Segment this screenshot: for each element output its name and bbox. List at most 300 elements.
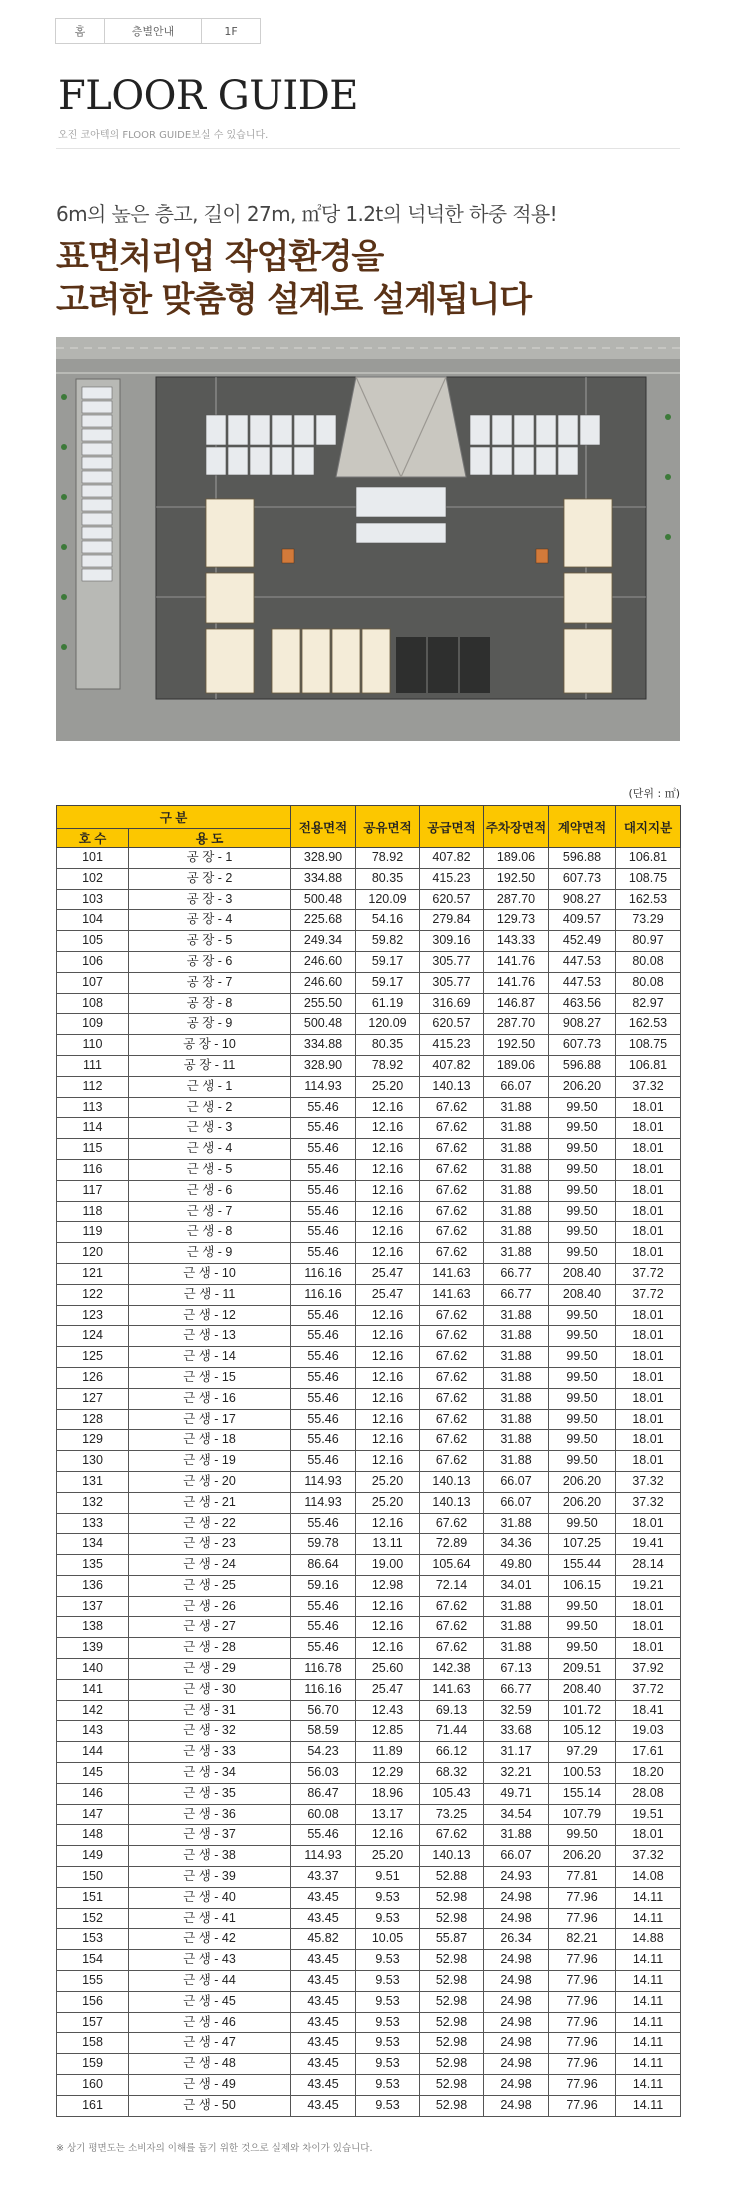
table-row <box>57 2054 681 2075</box>
parking-area-cell: 31.88 <box>484 1430 549 1451</box>
contract-area-cell: 82.21 <box>549 1929 616 1950</box>
header-contract-area: 계약면적 <box>549 806 616 848</box>
usage-cell: 근 생 - 29 <box>129 1659 291 1680</box>
supply-area-cell: 105.64 <box>420 1555 484 1576</box>
shared-area-cell: 12.16 <box>356 1222 420 1243</box>
shared-area-cell: 12.16 <box>356 1367 420 1388</box>
land-share-cell: 18.01 <box>616 1097 681 1118</box>
table-row <box>57 1659 681 1680</box>
shared-area-cell: 9.53 <box>356 2095 420 2116</box>
usage-cell: 근 생 - 12 <box>129 1305 291 1326</box>
unit-number-cell: 148 <box>57 1825 129 1846</box>
parking-area-cell: 31.88 <box>484 1388 549 1409</box>
shared-area-cell: 78.92 <box>356 1055 420 1076</box>
shared-area-cell: 12.16 <box>356 1825 420 1846</box>
land-share-cell: 14.11 <box>616 1950 681 1971</box>
usage-cell: 근 생 - 20 <box>129 1471 291 1492</box>
usage-cell: 공 장 - 7 <box>129 972 291 993</box>
land-share-cell: 18.01 <box>616 1243 681 1264</box>
parking-area-cell: 31.88 <box>484 1347 549 1368</box>
usage-cell: 근 생 - 38 <box>129 1846 291 1867</box>
usage-cell: 공 장 - 9 <box>129 1014 291 1035</box>
unit-number-cell: 137 <box>57 1596 129 1617</box>
parking-area-cell: 24.98 <box>484 2033 549 2054</box>
unit-number-cell: 106 <box>57 951 129 972</box>
exclusive-area-cell: 58.59 <box>291 1721 356 1742</box>
usage-cell: 공 장 - 1 <box>129 848 291 869</box>
land-share-cell: 19.21 <box>616 1575 681 1596</box>
unit-number-cell: 113 <box>57 1097 129 1118</box>
usage-cell: 근 생 - 37 <box>129 1825 291 1846</box>
parking-area-cell: 31.88 <box>484 1222 549 1243</box>
parking-area-cell: 31.88 <box>484 1139 549 1160</box>
contract-area-cell: 99.50 <box>549 1513 616 1534</box>
shared-area-cell: 25.47 <box>356 1263 420 1284</box>
contract-area-cell: 206.20 <box>549 1471 616 1492</box>
supply-area-cell: 52.98 <box>420 2012 484 2033</box>
supply-area-cell: 279.84 <box>420 910 484 931</box>
table-row <box>57 1243 681 1264</box>
unit-number-cell: 119 <box>57 1222 129 1243</box>
land-share-cell: 108.75 <box>616 1035 681 1056</box>
shared-area-cell: 78.92 <box>356 848 420 869</box>
contract-area-cell: 208.40 <box>549 1284 616 1305</box>
contract-area-cell: 155.44 <box>549 1555 616 1576</box>
contract-area-cell: 99.50 <box>549 1159 616 1180</box>
exclusive-area-cell: 43.45 <box>291 1971 356 1992</box>
shared-area-cell: 12.16 <box>356 1201 420 1222</box>
contract-area-cell: 77.96 <box>549 1971 616 1992</box>
table-row <box>57 1201 681 1222</box>
contract-area-cell: 97.29 <box>549 1742 616 1763</box>
contract-area-cell: 409.57 <box>549 910 616 931</box>
unit-number-cell: 140 <box>57 1659 129 1680</box>
contract-area-cell: 99.50 <box>549 1367 616 1388</box>
contract-area-cell: 607.73 <box>549 1035 616 1056</box>
shared-area-cell: 120.09 <box>356 1014 420 1035</box>
table-row <box>57 993 681 1014</box>
contract-area-cell: 77.96 <box>549 1908 616 1929</box>
unit-number-cell: 153 <box>57 1929 129 1950</box>
shared-area-cell: 12.16 <box>356 1617 420 1638</box>
table-row <box>57 951 681 972</box>
usage-cell: 공 장 - 2 <box>129 868 291 889</box>
supply-area-cell: 67.62 <box>420 1243 484 1264</box>
supply-area-cell: 67.62 <box>420 1367 484 1388</box>
supply-area-cell: 305.77 <box>420 951 484 972</box>
parking-area-cell: 31.88 <box>484 1617 549 1638</box>
exclusive-area-cell: 55.46 <box>291 1347 356 1368</box>
land-share-cell: 37.72 <box>616 1679 681 1700</box>
land-share-cell: 28.08 <box>616 1783 681 1804</box>
supply-area-cell: 69.13 <box>420 1700 484 1721</box>
usage-cell: 근 생 - 26 <box>129 1596 291 1617</box>
land-share-cell: 18.01 <box>616 1617 681 1638</box>
land-share-cell: 80.97 <box>616 931 681 952</box>
contract-area-cell: 99.50 <box>549 1596 616 1617</box>
parking-area-cell: 31.88 <box>484 1305 549 1326</box>
table-row <box>57 889 681 910</box>
exclusive-area-cell: 116.16 <box>291 1263 356 1284</box>
unit-number-cell: 122 <box>57 1284 129 1305</box>
exclusive-area-cell: 225.68 <box>291 910 356 931</box>
unit-number-cell: 118 <box>57 1201 129 1222</box>
headline-main <box>56 236 531 321</box>
exclusive-area-cell: 43.45 <box>291 1950 356 1971</box>
land-share-cell: 18.01 <box>616 1409 681 1430</box>
usage-cell: 근 생 - 49 <box>129 2075 291 2096</box>
land-share-cell: 80.08 <box>616 972 681 993</box>
contract-area-cell: 596.88 <box>549 1055 616 1076</box>
land-share-cell: 14.11 <box>616 2095 681 2116</box>
unit-number-cell: 107 <box>57 972 129 993</box>
exclusive-area-cell: 43.45 <box>291 1991 356 2012</box>
table-row <box>57 910 681 931</box>
supply-area-cell: 67.62 <box>420 1825 484 1846</box>
supply-area-cell: 52.98 <box>420 2095 484 2116</box>
exclusive-area-cell: 55.46 <box>291 1222 356 1243</box>
supply-area-cell: 67.62 <box>420 1118 484 1139</box>
contract-area-cell: 99.50 <box>549 1139 616 1160</box>
contract-area-cell: 77.81 <box>549 1867 616 1888</box>
exclusive-area-cell: 43.45 <box>291 2033 356 2054</box>
usage-cell: 근 생 - 32 <box>129 1721 291 1742</box>
land-share-cell: 19.51 <box>616 1804 681 1825</box>
contract-area-cell: 99.50 <box>549 1430 616 1451</box>
table-row <box>57 1575 681 1596</box>
table-row <box>57 1763 681 1784</box>
supply-area-cell: 52.98 <box>420 1908 484 1929</box>
shared-area-cell: 12.85 <box>356 1721 420 1742</box>
usage-cell: 근 생 - 9 <box>129 1243 291 1264</box>
contract-area-cell: 77.96 <box>549 2075 616 2096</box>
supply-area-cell: 67.62 <box>420 1596 484 1617</box>
supply-area-cell: 52.98 <box>420 1971 484 1992</box>
table-row <box>57 1721 681 1742</box>
parking-area-cell: 31.88 <box>484 1513 549 1534</box>
supply-area-cell: 142.38 <box>420 1659 484 1680</box>
supply-area-cell: 66.12 <box>420 1742 484 1763</box>
shared-area-cell: 9.53 <box>356 1971 420 1992</box>
shared-area-cell: 9.53 <box>356 2075 420 2096</box>
unit-number-cell: 130 <box>57 1451 129 1472</box>
headline-main-line2: 고려한 맞춤형 설계로 설계됩니다 <box>56 279 531 320</box>
supply-area-cell: 67.62 <box>420 1451 484 1472</box>
supply-area-cell: 67.62 <box>420 1617 484 1638</box>
contract-area-cell: 908.27 <box>549 1014 616 1035</box>
exclusive-area-cell: 43.45 <box>291 2095 356 2116</box>
unit-number-cell: 134 <box>57 1534 129 1555</box>
exclusive-area-cell: 86.47 <box>291 1783 356 1804</box>
exclusive-area-cell: 328.90 <box>291 848 356 869</box>
area-table <box>56 805 681 2117</box>
contract-area-cell: 208.40 <box>549 1679 616 1700</box>
unit-number-cell: 129 <box>57 1430 129 1451</box>
shared-area-cell: 12.43 <box>356 1700 420 1721</box>
table-row <box>57 1887 681 1908</box>
parking-area-cell: 66.07 <box>484 1076 549 1097</box>
parking-area-cell: 32.21 <box>484 1763 549 1784</box>
table-row <box>57 1263 681 1284</box>
unit-number-cell: 150 <box>57 1867 129 1888</box>
unit-number-cell: 151 <box>57 1887 129 1908</box>
contract-area-cell: 99.50 <box>549 1409 616 1430</box>
unit-number-cell: 156 <box>57 1991 129 2012</box>
unit-number-cell: 149 <box>57 1846 129 1867</box>
header-unit-number: 호 수 <box>57 829 129 848</box>
shared-area-cell: 9.51 <box>356 1867 420 1888</box>
table-row <box>57 1326 681 1347</box>
contract-area-cell: 596.88 <box>549 848 616 869</box>
shared-area-cell: 25.20 <box>356 1471 420 1492</box>
parking-area-cell: 31.88 <box>484 1596 549 1617</box>
shared-area-cell: 12.16 <box>356 1159 420 1180</box>
table-row <box>57 1971 681 1992</box>
supply-area-cell: 55.87 <box>420 1929 484 1950</box>
exclusive-area-cell: 86.64 <box>291 1555 356 1576</box>
land-share-cell: 18.01 <box>616 1388 681 1409</box>
unit-number-cell: 141 <box>57 1679 129 1700</box>
parking-area-cell: 31.88 <box>484 1180 549 1201</box>
parking-area-cell: 31.88 <box>484 1451 549 1472</box>
contract-area-cell: 77.96 <box>549 1950 616 1971</box>
table-row <box>57 1534 681 1555</box>
exclusive-area-cell: 500.48 <box>291 889 356 910</box>
contract-area-cell: 99.50 <box>549 1451 616 1472</box>
header-exclusive-area: 전용면적 <box>291 806 356 848</box>
supply-area-cell: 52.88 <box>420 1867 484 1888</box>
usage-cell: 근 생 - 39 <box>129 1867 291 1888</box>
supply-area-cell: 415.23 <box>420 1035 484 1056</box>
contract-area-cell: 447.53 <box>549 951 616 972</box>
parking-area-cell: 31.88 <box>484 1409 549 1430</box>
unit-number-cell: 161 <box>57 2095 129 2116</box>
unit-number-cell: 132 <box>57 1492 129 1513</box>
land-share-cell: 18.01 <box>616 1367 681 1388</box>
table-row <box>57 1451 681 1472</box>
exclusive-area-cell: 114.93 <box>291 1076 356 1097</box>
parking-area-cell: 66.77 <box>484 1263 549 1284</box>
supply-area-cell: 71.44 <box>420 1721 484 1742</box>
contract-area-cell: 99.50 <box>549 1118 616 1139</box>
table-row <box>57 2095 681 2116</box>
exclusive-area-cell: 55.46 <box>291 1305 356 1326</box>
parking-area-cell: 189.06 <box>484 1055 549 1076</box>
exclusive-area-cell: 54.23 <box>291 1742 356 1763</box>
usage-cell: 근 생 - 42 <box>129 1929 291 1950</box>
supply-area-cell: 52.98 <box>420 1887 484 1908</box>
land-share-cell: 14.11 <box>616 1908 681 1929</box>
usage-cell: 근 생 - 35 <box>129 1783 291 1804</box>
unit-number-cell: 159 <box>57 2054 129 2075</box>
exclusive-area-cell: 59.16 <box>291 1575 356 1596</box>
exclusive-area-cell: 55.46 <box>291 1825 356 1846</box>
usage-cell: 근 생 - 40 <box>129 1887 291 1908</box>
contract-area-cell: 99.50 <box>549 1180 616 1201</box>
table-row <box>57 2075 681 2096</box>
exclusive-area-cell: 55.46 <box>291 1596 356 1617</box>
land-share-cell: 19.41 <box>616 1534 681 1555</box>
usage-cell: 근 생 - 1 <box>129 1076 291 1097</box>
shared-area-cell: 12.98 <box>356 1575 420 1596</box>
exclusive-area-cell: 55.46 <box>291 1097 356 1118</box>
supply-area-cell: 52.98 <box>420 2054 484 2075</box>
unit-number-cell: 139 <box>57 1638 129 1659</box>
table-row <box>57 1180 681 1201</box>
usage-cell: 공 장 - 5 <box>129 931 291 952</box>
usage-cell: 근 생 - 4 <box>129 1139 291 1160</box>
parking-area-cell: 49.80 <box>484 1555 549 1576</box>
supply-area-cell: 309.16 <box>420 931 484 952</box>
parking-area-cell: 24.98 <box>484 1908 549 1929</box>
breadcrumb <box>56 18 261 44</box>
land-share-cell: 14.11 <box>616 1991 681 2012</box>
table-row <box>57 1679 681 1700</box>
table-row <box>57 1825 681 1846</box>
supply-area-cell: 141.63 <box>420 1284 484 1305</box>
shared-area-cell: 59.82 <box>356 931 420 952</box>
parking-area-cell: 141.76 <box>484 972 549 993</box>
page-title: FLOOR GUIDE <box>58 73 358 119</box>
exclusive-area-cell: 55.46 <box>291 1243 356 1264</box>
unit-label: (단위 : ㎡) <box>628 787 680 800</box>
land-share-cell: 14.11 <box>616 1887 681 1908</box>
land-share-cell: 14.11 <box>616 2075 681 2096</box>
exclusive-area-cell: 56.70 <box>291 1700 356 1721</box>
contract-area-cell: 99.50 <box>549 1638 616 1659</box>
supply-area-cell: 67.62 <box>420 1201 484 1222</box>
land-share-cell: 19.03 <box>616 1721 681 1742</box>
exclusive-area-cell: 114.93 <box>291 1492 356 1513</box>
exclusive-area-cell: 43.37 <box>291 1867 356 1888</box>
contract-area-cell: 99.50 <box>549 1347 616 1368</box>
exclusive-area-cell: 55.46 <box>291 1201 356 1222</box>
land-share-cell: 18.41 <box>616 1700 681 1721</box>
parking-area-cell: 192.50 <box>484 868 549 889</box>
exclusive-area-cell: 55.46 <box>291 1159 356 1180</box>
unit-number-cell: 121 <box>57 1263 129 1284</box>
supply-area-cell: 67.62 <box>420 1159 484 1180</box>
unit-number-cell: 133 <box>57 1513 129 1534</box>
land-share-cell: 162.53 <box>616 1014 681 1035</box>
shared-area-cell: 12.16 <box>356 1430 420 1451</box>
exclusive-area-cell: 55.46 <box>291 1367 356 1388</box>
contract-area-cell: 99.50 <box>549 1222 616 1243</box>
exclusive-area-cell: 45.82 <box>291 1929 356 1950</box>
usage-cell: 근 생 - 47 <box>129 2033 291 2054</box>
contract-area-cell: 107.79 <box>549 1804 616 1825</box>
parking-area-cell: 31.88 <box>484 1159 549 1180</box>
unit-number-cell: 146 <box>57 1783 129 1804</box>
shared-area-cell: 25.60 <box>356 1659 420 1680</box>
table-row <box>57 1617 681 1638</box>
usage-cell: 근 생 - 14 <box>129 1347 291 1368</box>
table-row <box>57 1908 681 1929</box>
table-row <box>57 1950 681 1971</box>
supply-area-cell: 67.62 <box>420 1513 484 1534</box>
usage-cell: 근 생 - 10 <box>129 1263 291 1284</box>
table-row <box>57 1388 681 1409</box>
land-share-cell: 28.14 <box>616 1555 681 1576</box>
unit-number-cell: 123 <box>57 1305 129 1326</box>
supply-area-cell: 67.62 <box>420 1097 484 1118</box>
land-share-cell: 80.08 <box>616 951 681 972</box>
exclusive-area-cell: 55.46 <box>291 1139 356 1160</box>
shared-area-cell: 12.16 <box>356 1638 420 1659</box>
unit-number-cell: 143 <box>57 1721 129 1742</box>
contract-area-cell: 206.20 <box>549 1846 616 1867</box>
supply-area-cell: 140.13 <box>420 1076 484 1097</box>
table-row <box>57 868 681 889</box>
parking-area-cell: 31.88 <box>484 1326 549 1347</box>
contract-area-cell: 107.25 <box>549 1534 616 1555</box>
contract-area-cell: 209.51 <box>549 1659 616 1680</box>
shared-area-cell: 12.29 <box>356 1763 420 1784</box>
supply-area-cell: 620.57 <box>420 1014 484 1035</box>
parking-area-cell: 66.07 <box>484 1492 549 1513</box>
breadcrumb-current-floor[interactable]: 1F <box>201 18 261 44</box>
land-share-cell: 18.01 <box>616 1326 681 1347</box>
parking-area-cell: 189.06 <box>484 848 549 869</box>
land-share-cell: 14.88 <box>616 1929 681 1950</box>
parking-area-cell: 146.87 <box>484 993 549 1014</box>
unit-number-cell: 109 <box>57 1014 129 1035</box>
unit-number-cell: 157 <box>57 2012 129 2033</box>
contract-area-cell: 607.73 <box>549 868 616 889</box>
breadcrumb-home[interactable]: 홈 <box>55 18 105 44</box>
land-share-cell: 18.01 <box>616 1825 681 1846</box>
land-share-cell: 18.01 <box>616 1596 681 1617</box>
parking-area-cell: 34.54 <box>484 1804 549 1825</box>
parking-area-cell: 24.98 <box>484 2095 549 2116</box>
supply-area-cell: 140.13 <box>420 1492 484 1513</box>
supply-area-cell: 67.62 <box>420 1222 484 1243</box>
exclusive-area-cell: 334.88 <box>291 868 356 889</box>
exclusive-area-cell: 55.46 <box>291 1326 356 1347</box>
header-supply-area: 공급면적 <box>420 806 484 848</box>
contract-area-cell: 77.96 <box>549 2095 616 2116</box>
land-share-cell: 18.20 <box>616 1763 681 1784</box>
exclusive-area-cell: 255.50 <box>291 993 356 1014</box>
contract-area-cell: 206.20 <box>549 1492 616 1513</box>
shared-area-cell: 25.20 <box>356 1076 420 1097</box>
supply-area-cell: 52.98 <box>420 1991 484 2012</box>
usage-cell: 근 생 - 7 <box>129 1201 291 1222</box>
land-share-cell: 18.01 <box>616 1347 681 1368</box>
supply-area-cell: 67.62 <box>420 1347 484 1368</box>
shared-area-cell: 12.16 <box>356 1388 420 1409</box>
land-share-cell: 106.81 <box>616 848 681 869</box>
usage-cell: 공 장 - 11 <box>129 1055 291 1076</box>
exclusive-area-cell: 114.93 <box>291 1846 356 1867</box>
usage-cell: 근 생 - 22 <box>129 1513 291 1534</box>
usage-cell: 근 생 - 18 <box>129 1430 291 1451</box>
usage-cell: 근 생 - 46 <box>129 2012 291 2033</box>
usage-cell: 근 생 - 25 <box>129 1575 291 1596</box>
supply-area-cell: 105.43 <box>420 1783 484 1804</box>
breadcrumb-floor-info[interactable]: 층별안내 <box>104 18 202 44</box>
usage-cell: 근 생 - 30 <box>129 1679 291 1700</box>
shared-area-cell: 9.53 <box>356 2054 420 2075</box>
headline-spec: 6m의 높은 층고, 길이 27m, ㎡당 1.2t의 넉넉한 하중 적용! <box>56 202 558 226</box>
table-row <box>57 1596 681 1617</box>
unit-number-cell: 112 <box>57 1076 129 1097</box>
parking-area-cell: 32.59 <box>484 1700 549 1721</box>
shared-area-cell: 12.16 <box>356 1243 420 1264</box>
unit-number-cell: 145 <box>57 1763 129 1784</box>
shared-area-cell: 61.19 <box>356 993 420 1014</box>
contract-area-cell: 77.96 <box>549 2033 616 2054</box>
